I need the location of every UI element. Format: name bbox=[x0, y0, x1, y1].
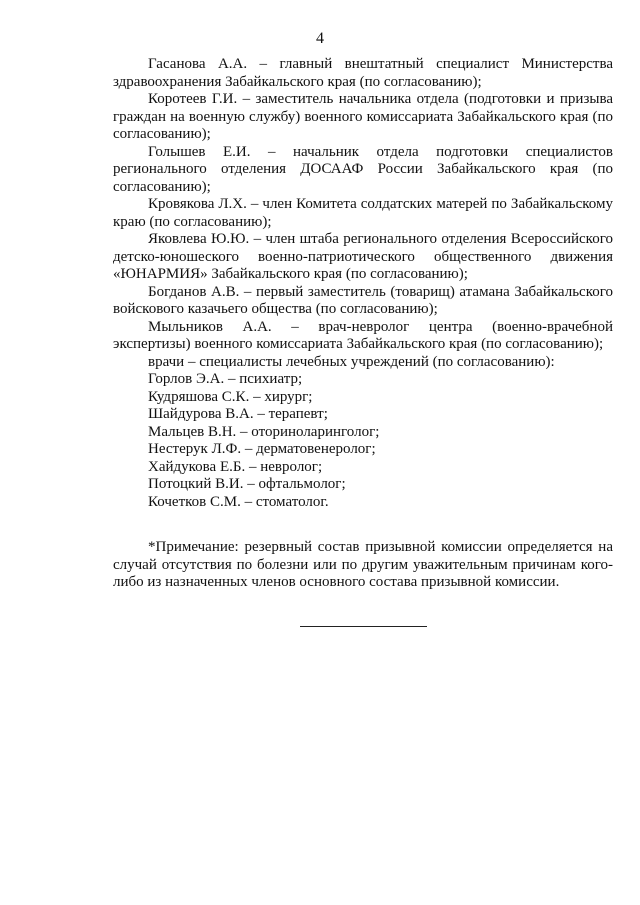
member-paragraph: Богданов А.В. – первый заместитель (товарищ) атамана Забайкальского войскового казачьего общества (по согласованию); bbox=[113, 283, 613, 317]
doctors-list bbox=[113, 371, 613, 511]
member-paragraph: Гасанова А.А. – главный внештатный специалист Министерства здравоохранения Забайкальского края (по согласованию); bbox=[113, 56, 613, 90]
doctor-item: Горлов Э.А. – психиатр; bbox=[148, 371, 303, 387]
note-paragraph: *Примечание: резервный состав призывной комиссии определяется на случай отсутствия по болезни или по другим уважительным причинам кого-либо из назначенных членов основного состава призывной комиссии. bbox=[113, 539, 613, 590]
member-paragraph: Коротеев Г.И. – заместитель начальника отдела (подготовки и призыва граждан на военную службу) военного комиссариата Забайкальского края (по согласованию); bbox=[113, 91, 613, 142]
doctor-item: Мальцев В.Н. – оториноларинголог; bbox=[148, 423, 380, 440]
page-number: 4 bbox=[316, 30, 324, 47]
doctor-item: Нестерук Л.Ф. – дерматовенеролог; bbox=[148, 441, 376, 457]
member-paragraph: Яковлева Ю.Ю. – член штаба регионального отделения Всероссийского детско-юношеского военно-патриотического общественного движения «ЮНАРМИЯ» Забайкальского края (по согласованию); bbox=[113, 231, 613, 282]
document-body bbox=[113, 56, 613, 592]
doctor-item: Потоцкий В.И. – офтальмолог; bbox=[148, 476, 346, 492]
doctor-item: Шайдурова В.А. – терапевт; bbox=[148, 406, 328, 422]
doctors-heading: врачи – специалисты лечебных учреждений (по согласованию): bbox=[148, 353, 555, 370]
member-paragraph: Голышев Е.И. – начальник отдела подготовки специалистов регионального отделения ДОСААФ России Забайкальского края (по согласованию); bbox=[113, 143, 613, 195]
member-paragraph: Мыльников А.А. – врач-невролог центра (военно-врачебной экспертизы) военного комиссариата Забайкальского края (по согласованию); bbox=[113, 318, 613, 352]
doctor-item: Кочетков С.М. – стоматолог. bbox=[148, 493, 329, 510]
member-paragraph: Кровякова Л.Х. – член Комитета солдатских матерей по Забайкальскому краю (по согласованию); bbox=[113, 196, 613, 230]
end-divider bbox=[300, 626, 427, 627]
doctor-item: Хайдукова Е.Б. – невролог; bbox=[148, 458, 323, 475]
doctor-item: Кудряшова С.К. – хирург; bbox=[148, 388, 313, 405]
